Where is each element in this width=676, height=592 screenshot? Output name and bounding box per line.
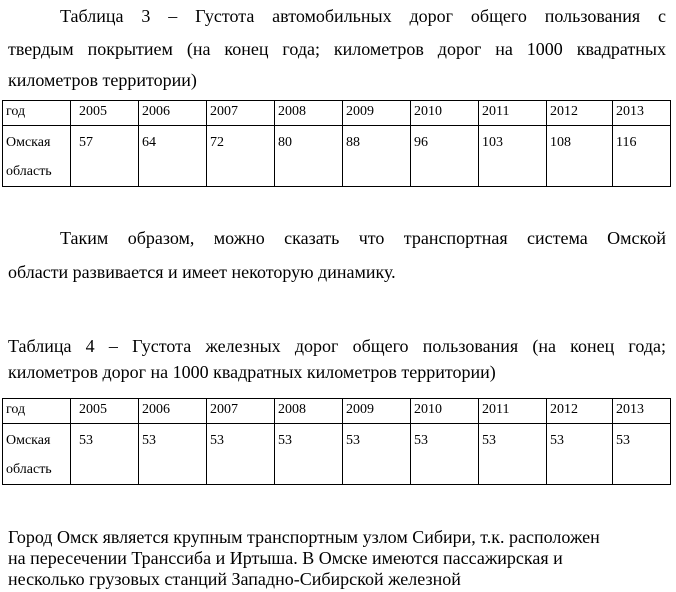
table4-caption-line1: Таблица 4 – Густота железных дорог общего пользования (на конец года; bbox=[8, 336, 666, 356]
paragraph2-line2: на пересечении Транссиба и Иртыша. В Омске имеются пассажирская и bbox=[8, 548, 563, 568]
table3 bbox=[2, 100, 671, 187]
table4-year-cell: 2009 bbox=[343, 399, 411, 424]
table3-value-cell: 88 bbox=[343, 126, 411, 187]
table3-caption-line2: твердым покрытием (на конец года; километров дорог на 1000 квадратных bbox=[8, 39, 666, 59]
paragraph1-line1: Таким образом, можно сказать что транспортная система Омской bbox=[60, 228, 666, 248]
table4-year-cell: 2007 bbox=[207, 399, 275, 424]
table4-caption-line2: километров дорог на 1000 квадратных километров территории) bbox=[8, 362, 496, 382]
table3-row-label-line2: область bbox=[6, 164, 52, 179]
table3-year-cell: 2010 bbox=[411, 101, 479, 126]
table4-year-cell: 2010 bbox=[411, 399, 479, 424]
table3-caption-line3: километров территории) bbox=[8, 70, 197, 90]
table3-year-cell: 2007 bbox=[207, 101, 275, 126]
table3-year-cell: 2011 bbox=[479, 101, 547, 126]
table3-value-cell: 116 bbox=[613, 126, 671, 187]
table4-row-label bbox=[3, 424, 71, 485]
table4-data-row bbox=[3, 424, 671, 485]
paragraph1-line2: области развивается и имеет некоторую динамику. bbox=[8, 262, 396, 282]
table3-value-cell: 108 bbox=[547, 126, 613, 187]
table4-year-cell: 2005 bbox=[71, 399, 139, 424]
table3-caption-line1: Таблица 3 – Густота автомобильных дорог общего пользования с bbox=[60, 6, 666, 26]
table4-row-label-line2: область bbox=[6, 462, 52, 477]
paragraph2-line3: несколько грузовых станций Западно-Сибирской железной bbox=[8, 569, 461, 589]
table4-value-cell: 53 bbox=[411, 424, 479, 485]
table4 bbox=[2, 398, 671, 485]
table4-value-cell: 53 bbox=[613, 424, 671, 485]
table4-year-cell: 2013 bbox=[613, 399, 671, 424]
table3-row-label-line1: Омская bbox=[6, 135, 51, 150]
table4-header-row bbox=[3, 399, 671, 424]
table4-year-cell: 2011 bbox=[479, 399, 547, 424]
table3-year-cell: 2009 bbox=[343, 101, 411, 126]
table3-value-cell: 80 bbox=[275, 126, 343, 187]
table3-year-cell: 2008 bbox=[275, 101, 343, 126]
table4-row-label-line1: Омская bbox=[6, 433, 51, 448]
table3-value-cell: 72 bbox=[207, 126, 275, 187]
table4-value-cell: 53 bbox=[547, 424, 613, 485]
paragraph2-line1: Город Омск является крупным транспортным узлом Сибири, т.к. расположен bbox=[8, 527, 600, 547]
table4-value-cell: 53 bbox=[275, 424, 343, 485]
table4-value-cell: 53 bbox=[479, 424, 547, 485]
table3-value-cell: 57 bbox=[71, 126, 139, 187]
table4-year-cell: 2012 bbox=[547, 399, 613, 424]
table3-value-cell: 96 bbox=[411, 126, 479, 187]
table4-year-cell: 2008 bbox=[275, 399, 343, 424]
table3-year-cell: 2006 bbox=[139, 101, 207, 126]
table4-value-cell: 53 bbox=[207, 424, 275, 485]
table4-header-label: год bbox=[3, 399, 71, 424]
table4-value-cell: 53 bbox=[343, 424, 411, 485]
table4-value-cell: 53 bbox=[139, 424, 207, 485]
table4-value-cell: 53 bbox=[71, 424, 139, 485]
table3-value-cell: 103 bbox=[479, 126, 547, 187]
table3-data-row bbox=[3, 126, 671, 187]
table3-year-cell: 2005 bbox=[71, 101, 139, 126]
table3-year-cell: 2012 bbox=[547, 101, 613, 126]
table3-year-cell: 2013 bbox=[613, 101, 671, 126]
table3-row-label bbox=[3, 126, 71, 187]
table3-header-label: год bbox=[3, 101, 71, 126]
table4-year-cell: 2006 bbox=[139, 399, 207, 424]
table3-header-row bbox=[3, 101, 671, 126]
table3-value-cell: 64 bbox=[139, 126, 207, 187]
